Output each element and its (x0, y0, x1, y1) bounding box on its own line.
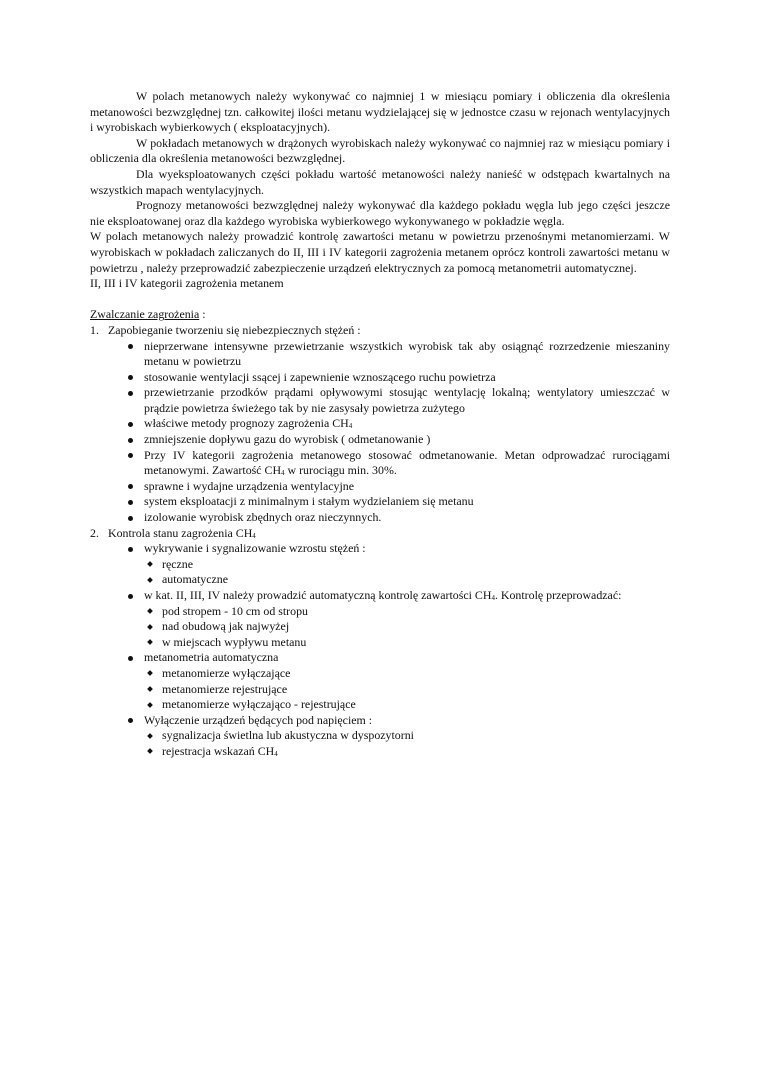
paragraph-forecasts: Prognozy metanowości bezwzględnej należy wykonywać dla każdego pokładu węgla lub jego części jeszcze nie eksploatowanej oraz dla każdego wyrobiska wybierkowego wykonywanego w pokładzie węgla. (90, 198, 670, 228)
control-list (108, 541, 670, 759)
list-item: sprawne i wydajne urządzenia wentylacyjne (108, 479, 670, 495)
list-item: metanometria automatyczna metanomierze wyłączające metanomierze rejestrujące metanomierze wyłączająco - rejestrujące (108, 650, 670, 712)
paragraph-methane-control: W polach metanowych należy prowadzić kontrolę zawartości metanu w powietrzu przenośnymi metanomierzami. W wyrobiskach w pokładach zaliczanych do II, III i IV kategorii zagrożenia metanem oprócz kontroli zawartości metanu w powietrzu , należy przeprowadzić zabezpieczenie urządzeń elektrycznych za pomocą metanometrii automatycznej. (90, 229, 670, 275)
section-title: Kontrola stanu zagrożenia $CH_4$ (108, 525, 256, 540)
sub-list-item: pod stropem - 10 cm od stropu (144, 604, 670, 620)
document-page (90, 89, 670, 760)
list-item: Wyłączenie urządzeń będących pod napięciem : sygnalizacja świetlna lub akustyczna w dyspozytorni rejestracja wskazań $CH_4$ (108, 713, 670, 760)
section-title: Zapobieganie tworzeniu się niebezpiecznych stężeń : (108, 322, 361, 337)
sub-list-item: metanomierze rejestrujące (144, 682, 670, 698)
sub-list (144, 604, 670, 651)
sub-list-item: sygnalizacja świetlna lub akustyczna w dyspozytorni (144, 728, 670, 744)
list-item: nieprzerwane intensywne przewietrzanie wszystkich wyrobisk tak aby osiągnąć rozrzedzenie mieszaniny metanu w powietrzu (108, 339, 670, 370)
section-control (90, 526, 670, 760)
sub-list-item: w miejscach wypływu metanu (144, 635, 670, 651)
sub-list-item: ręczne (144, 557, 670, 573)
sub-list-item: metanomierze wyłączające (144, 666, 670, 682)
heading-text: Zwalczanie zagrożenia (90, 307, 200, 322)
list-item: w kat. II, III, IV należy prowadzić automatyczną kontrolę zawartości $CH_4$. Kontrolę przeprowadzać: pod stropem - 10 cm od stropu nad obudową jak najwyżej w miejscach wypływu metanu (108, 588, 670, 650)
list-item: izolowanie wyrobisk zbędnych oraz nieczynnych. (108, 510, 670, 526)
paragraph-methane-measurements: W polach metanowych należy wykonywać co najmniej 1 w miesiącu pomiary i obliczenia dla określenia metanowości bezwzględnej tzn. całkowitej ilości metanu wydzielającej się w jednostce czasu w rejonach wentylacyjnych i wyrobiskach wybierkowych ( eksploatacyjnych). (90, 89, 670, 135)
sub-list (144, 666, 670, 713)
sub-list-item: nad obudową jak najwyżej (144, 619, 670, 635)
section-number: 2. (90, 525, 99, 540)
section-heading: Zwalczanie zagrożenia : (90, 307, 206, 322)
sub-list (144, 557, 670, 588)
paragraph-categories: II, III i IV kategorii zagrożenia metanem (90, 276, 284, 291)
section-number: 1. (90, 322, 99, 337)
sub-list-item: metanomierze wyłączająco - rejestrujące (144, 697, 670, 713)
list-item: właściwe metody prognozy zagrożenia $CH_4$ (108, 416, 670, 432)
list-item: stosowanie wentylacji ssącej i zapewnienie wznoszącego ruchu powietrza (108, 370, 670, 386)
sub-list-item: rejestracja wskazań $CH_4$ (144, 744, 670, 760)
paragraph-exploited-parts: Dla wyeksploatowanych części pokładu wartość metanowości należy nanieść w odstępach kwartalnych na wszystkich mapach wentylacyjnych. (90, 166, 670, 197)
sub-list (144, 728, 670, 759)
list-item: wykrywanie i sygnalizowanie wzrostu stężeń : ręczne automatyczne (108, 541, 670, 588)
list-item: przewietrzanie przodków prądami opływowymi stosując wentylację lokalną; wentylatory umieszczać w prądzie powietrza świeżego tak by nie zasysały powietrza zużytego (108, 385, 670, 416)
sub-list-item: automatyczne (144, 572, 670, 588)
paragraph-driven-workings: W pokładach metanowych w drążonych wyrobiskach należy wykonywać co najmniej raz w miesiącu pomiary i obliczenia dla określenia metanowości bezwzględnej. (90, 135, 670, 166)
list-item: system eksploatacji z minimalnym i stałym wydzielaniem się metanu (108, 494, 670, 510)
prevention-list (108, 339, 670, 526)
list-item: Przy IV kategorii zagrożenia metanowego stosować odmetanowanie. Metan odprowadzać rurociągami metanowymi. Zawartość $CH_4$ w rurociągu min. 30%. (108, 448, 670, 479)
list-item: zmniejszenie dopływu gazu do wyrobisk ( odmetanowanie ) (108, 432, 670, 448)
section-prevention (90, 323, 670, 526)
main-list (90, 323, 670, 760)
